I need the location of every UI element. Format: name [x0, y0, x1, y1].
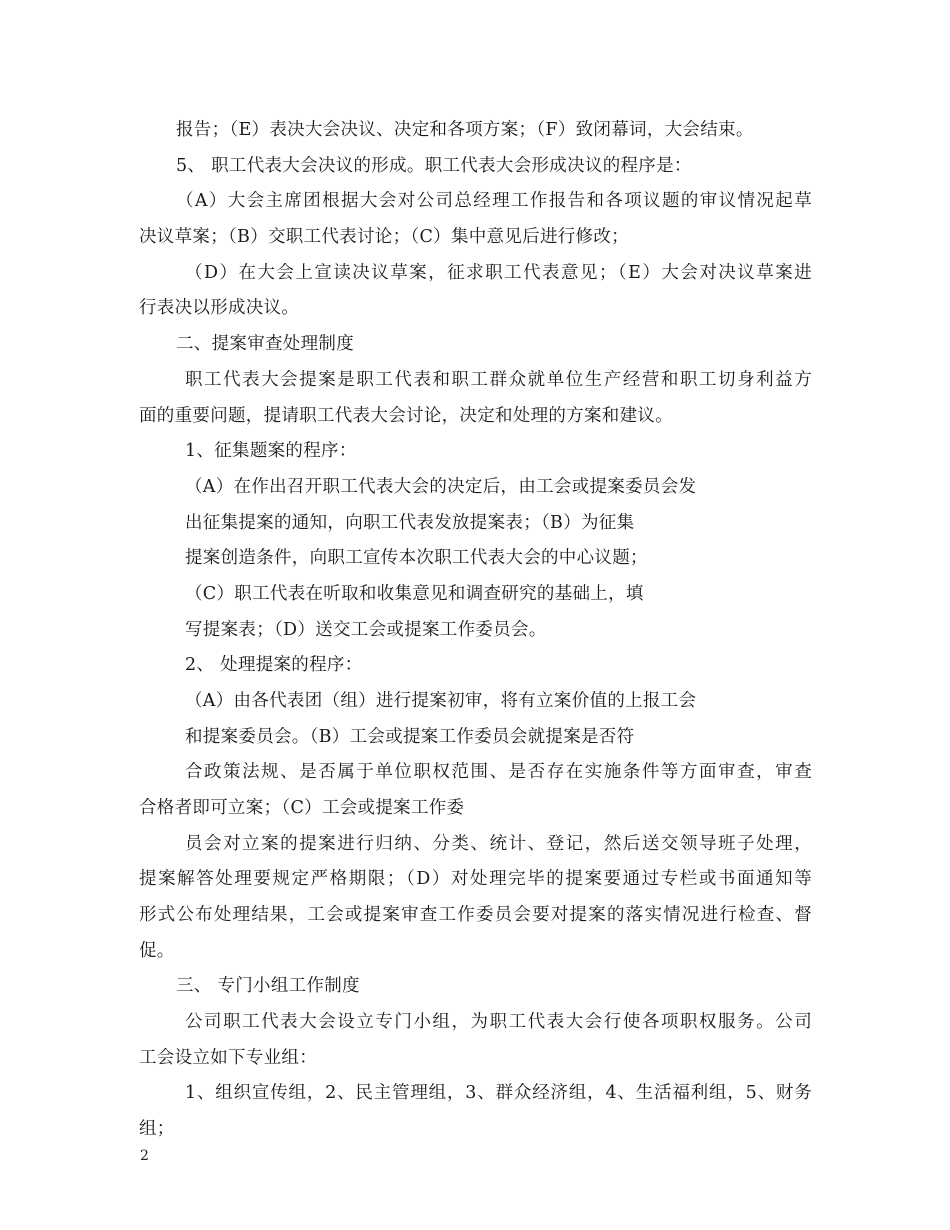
text-line: 报告；（E）表决大会决议、决定和各项方案；（F）致闭幕词，大会结束。: [176, 120, 754, 140]
text-line: （A）大会主席团根据大会对公司总经理工作报告和各项议题的审议情况起草: [176, 191, 812, 211]
text-line: 促。: [139, 941, 175, 961]
text-line: 员会对立案的提案进行归纳、分类、统计、登记，然后送交领导班子处理，: [185, 834, 812, 854]
text-line: （C）职工代表在听取和收集意见和调查研究的基础上，填: [185, 584, 644, 604]
text-line: 提案创造条件，向职工宣传本次职工代表大会的中心议题；: [185, 548, 648, 568]
text-line: 5、 职工代表大会决议的形成。职工代表大会形成决议的程序是：: [176, 156, 692, 176]
text-line: 提案解答处理要规定严格期限；（D）对处理完毕的提案要通过专栏或书面通知等: [139, 869, 812, 889]
text-line: 合政策法规、是否属于单位职权范围、是否存在实施条件等方面审查，审查: [185, 762, 812, 782]
text-line: 出征集提案的通知，向职工代表发放提案表；（B）为征集: [185, 513, 635, 533]
page-number: 2: [140, 1148, 149, 1164]
text-line: 合格者即可立案；（C）工会或提案工作委: [139, 798, 465, 818]
text-line: （A）在作出召开职工代表大会的决定后，由工会或提案委员会发: [185, 477, 697, 497]
text-line: （A）由各代表团（组）进行提案初审，将有立案价值的上报工会: [185, 691, 697, 711]
text-line: 1、征集题案的程序：: [185, 441, 357, 461]
text-line: 2、 处理提案的程序：: [185, 655, 363, 675]
text-line: 决议草案；（B）交职工代表讨论；（C）集中意见后进行修改；: [139, 227, 629, 247]
text-line: 形式公布处理结果，工会或提案审查工作委员会要对提案的落实情况进行检查、督: [139, 905, 812, 925]
text-line: 工会设立如下专业组：: [139, 1048, 317, 1068]
text-line: （D）在大会上宣读决议草案，征求职工代表意见；（E）大会对决议草案进: [185, 263, 812, 283]
text-line: 职工代表大会提案是职工代表和职工群众就单位生产经营和职工切身利益方: [185, 370, 812, 390]
text-line: 行表决以形成决议。: [139, 298, 300, 318]
text-line: 1、组织宣传组，2、民主管理组，3、群众经济组，4、生活福利组，5、财务: [185, 1083, 812, 1103]
text-line: 和提案委员会。（B）工会或提案工作委员会就提案是否符: [185, 727, 635, 747]
text-line: 组；: [139, 1119, 175, 1139]
section-heading: 二、提案审查处理制度: [176, 334, 354, 354]
text-line: 公司职工代表大会设立专门小组，为职工代表大会行使各项职权服务。公司: [185, 1012, 812, 1032]
text-line: 面的重要问题，提请职工代表大会讨论，决定和处理的方案和建议。: [139, 406, 673, 426]
text-line: 写提案表；（D）送交工会或提案工作委员会。: [185, 620, 547, 640]
section-heading: 三、 专门小组工作制度: [176, 976, 360, 996]
